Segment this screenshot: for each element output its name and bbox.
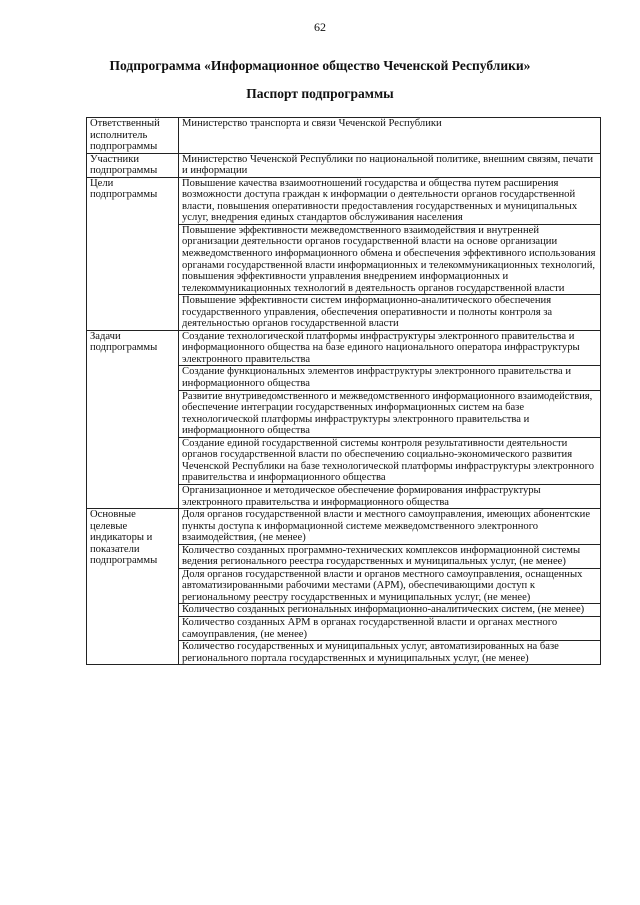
table-row bbox=[87, 509, 601, 545]
row-value-responsible: Министерство транспорта и связи Чеченской Республики bbox=[179, 118, 601, 154]
indicator-item: Количество созданных региональных информационно-аналитических систем, (не менее) bbox=[179, 604, 601, 617]
row-label-responsible: Ответственный исполнитель подпрограммы bbox=[87, 118, 179, 154]
page-number: 62 bbox=[314, 20, 326, 34]
row-value-participants: Министерство Чеченской Республики по национальной политике, внешним связям, печати и информации bbox=[179, 153, 601, 177]
indicator-item: Доля органов государственной власти и местного самоуправления, имеющих абонентские пункты доступа к информационной системе межведомственного электронного взаимодействия, (не менее) bbox=[179, 509, 601, 545]
goal-item: Повышение эффективности межведомственного взаимодействия и внутренней организации деятельности органов государственной власти на основе организации межведомственного информационного обмена и обеспечения эффективного использования органами государственной власти информационных и телекоммуникационных технологий, повышения эффективности управления внедрением информационных и телекоммуникационных технологий в деятельность органов государственной власти bbox=[179, 224, 601, 294]
passport-table bbox=[86, 117, 601, 665]
row-label-indicators: Основные целевые индикаторы и показатели подпрограммы bbox=[87, 509, 179, 665]
goal-item: Повышение качества взаимоотношений государства и общества путем расширения возможности доступа граждан к информации о деятельности органов государственной власти, повышения оперативности предоставления государственных и муниципальных услуг, внедрения единых стандартов обслуживания населения bbox=[179, 177, 601, 224]
task-item: Создание единой государственной системы контроля результативности деятельности органов государственной власти по обеспечению социально-экономического развития Чеченской Республики на базе технологической платформы инфраструктуры электронного правительства и информационного общества bbox=[179, 437, 601, 484]
table-row bbox=[87, 177, 601, 224]
task-item: Развитие внутриведомственного и межведомственного информационного взаимодействия, обеспечение интеграции государственных информационных систем на базе технологической платформы инфраструктуры электронного правительства и информационного общества bbox=[179, 390, 601, 437]
goal-item: Повышение эффективности систем информационно-аналитического обеспечения государственного управления, обеспечения оперативности и полноты контроля за деятельностью органов государственной власти bbox=[179, 295, 601, 331]
task-item: Создание функциональных элементов инфраструктуры электронного правительства и информационного общества bbox=[179, 366, 601, 390]
document-subtitle: Паспорт подпрограммы bbox=[246, 86, 394, 101]
task-item: Создание технологической платформы инфраструктуры электронного правительства и информационного общества на базе единого национального оператора инфраструктуры электронного правительства bbox=[179, 330, 601, 366]
indicator-item: Доля органов государственной власти и органов местного самоуправления, оснащенных автоматизированными рабочими местами (АРМ), обеспечивающими доступ к региональному реестру государственных и муниципальных услуг, (не менее) bbox=[179, 568, 601, 604]
task-item: Организационное и методическое обеспечение формирования инфраструктуры электронного правительства и информационного общества bbox=[179, 484, 601, 508]
indicator-item: Количество государственных и муниципальных услуг, автоматизированных на базе регионального портала государственных и муниципальных услуг, (не менее) bbox=[179, 641, 601, 665]
row-label-goals: Цели подпрограммы bbox=[87, 177, 179, 330]
table-row bbox=[87, 330, 601, 366]
indicator-item: Количество созданных АРМ в органах государственной власти и органах местного самоуправления, (не менее) bbox=[179, 616, 601, 640]
row-label-tasks: Задачи подпрограммы bbox=[87, 330, 179, 508]
indicator-item: Количество созданных программно-технических комплексов информационной системы ведения регионального реестра государственных и муниципальных услуг, (не менее) bbox=[179, 544, 601, 568]
document-title: Подпрограмма «Информационное общество Чеченской Республики» bbox=[109, 58, 531, 73]
table-row bbox=[87, 118, 601, 154]
table-row bbox=[87, 153, 601, 177]
row-label-participants: Участники подпрограммы bbox=[87, 153, 179, 177]
